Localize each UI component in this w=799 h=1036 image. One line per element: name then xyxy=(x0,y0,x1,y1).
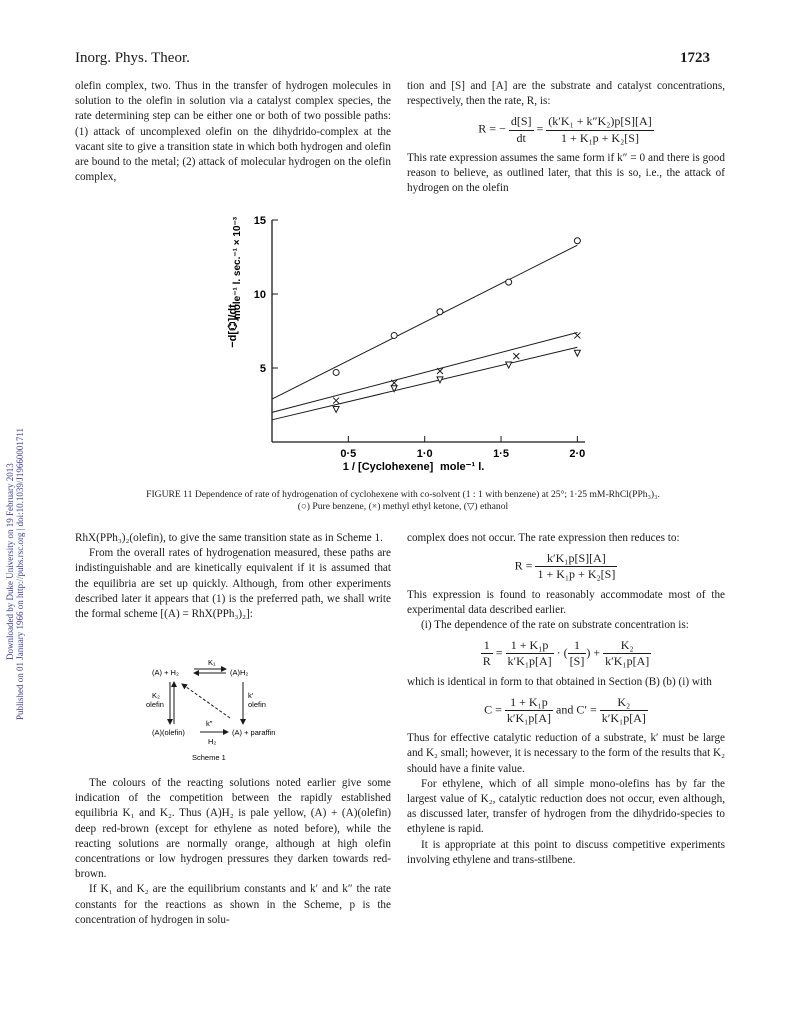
plot-area xyxy=(254,215,586,460)
journal-header: Inorg. Phys. Theor. xyxy=(75,50,190,66)
paragraph: which is identical in form to that obtained in Section (B) (b) (i) with xyxy=(407,675,712,688)
page-number: 1723 xyxy=(680,50,710,66)
scheme-h2: H₂ xyxy=(208,737,217,746)
paragraph: If K₁ and K₂ are the equilibrium constants and k′ and k″ the rate constants for the reactions as shown in the Scheme, p is the concentration of hydrogen in solu- xyxy=(75,883,391,926)
cross-point xyxy=(513,353,519,359)
dashed-arrow xyxy=(182,684,230,718)
figure-11-chart xyxy=(210,208,610,483)
circle-point xyxy=(333,369,339,375)
triangle-point xyxy=(506,362,512,368)
scheme-1 xyxy=(146,658,330,765)
x-tick-label: 1·5 xyxy=(493,448,509,460)
paragraph: olefin complex, two. Thus in the transfer of hydrogen molecules in solution to the olefin in solution via a catalyst complex species, the rate determining step can be either one or both of two possible paths: (1) attack of uncomplexed olefin on the dihydrido-complex at the vacant site to give a transition state in which both hydrogen and olefin are bound to the metal; (2) attack of molecular hydrogen on the olefin complex, xyxy=(75,80,391,184)
circle-point xyxy=(391,332,397,338)
fit-line xyxy=(272,245,577,399)
paragraph: The colours of the reacting solutions noted earlier give some indication of the competition between the rapidly established equilibria K₁ and K₂. Thus (A)H₂ is pale yellow, (A) + (A)(olefin) deep red-brown (except for ethylene as noted before), while the reacting solutions are normally orange, although at high olefin concentrations or low hydrogen pressures they darken towards red-brown. xyxy=(75,777,391,881)
paragraph: complex does not occur. The rate expression then reduces to: xyxy=(407,532,680,544)
triangle-point xyxy=(574,350,580,356)
paragraph: RhX(PPh₃)₂(olefin), to give the same transition state as in Scheme 1. xyxy=(75,532,383,544)
top-right-column xyxy=(407,79,725,196)
paragraph: It is appropriate at this point to discuss competitive experiments involving ethylene and trans-stilbene. xyxy=(407,838,725,866)
y-tick-label: 10 xyxy=(253,289,266,301)
scheme-a-olefin: (A)(olefin) xyxy=(152,728,185,737)
y-tick-label: 15 xyxy=(253,215,266,227)
caption-line-2: (○) Pure benzene, (×) methyl ethyl ketone, (▽) ethanol xyxy=(297,501,509,512)
publication-notice: Published on 01 January 1966 on http://pubs.rsc.org | doi:10.1039/J19660001711 xyxy=(15,427,25,720)
paragraph: Thus for effective catalytic reduction of a substrate, k′ must be large and K₂ small; however, it is necessary to the form of the results that K₂ should have a finite value. xyxy=(407,732,725,775)
download-sidebar xyxy=(2,200,25,720)
cross-point xyxy=(574,332,580,338)
scheme-title: Scheme 1 xyxy=(192,753,226,762)
figure-caption xyxy=(78,489,728,513)
scheme-k2: K₂ xyxy=(152,691,160,700)
paragraph: For ethylene, which of all simple mono-olefins has by far the largest value of K₂, catalytic reduction does not occur, even although, as discussed later, transfer of hydrogen from the dihydrido-species to ethylene is rapid. xyxy=(407,777,725,836)
caption-line-1: FIGURE 11 Dependence of rate of hydrogenation of cyclohexene with co-solvent (1 : 1 with benzene) at 25°; 1·25 mM-RhCl(PPh₃)₃. xyxy=(146,489,660,500)
y-axis-unit: mole⁻¹ l. sec.⁻¹ × 10⁻³ xyxy=(232,216,243,320)
scheme-olefin-right: olefin xyxy=(248,700,266,709)
scheme-ah2: (A)H₂ xyxy=(230,668,249,677)
circle-point xyxy=(437,309,443,315)
top-left-column xyxy=(75,79,391,185)
rate-equation-1: R = − $\frac{d[S]}{dt}$ = $\frac{\text{(k′K₁ + k″K₂)p[S][A]}}{\text{1 + K₁p + K₂[S]}}$ xyxy=(478,114,652,145)
scheme-kdprime: k″ xyxy=(206,719,213,728)
circle-point xyxy=(574,238,580,244)
constants-equation: C = $\frac{\text{1 + K₁p}}{\text{k′K₁p[A]}}$ and C′ = $\frac{\text{K₂}}{\text{k′K₁p[A]}}$ xyxy=(484,694,646,726)
x-tick-label: 2·0 xyxy=(569,448,586,460)
paragraph: From the overall rates of hydrogenation measured, these paths are indistinguishable and are kinetically equivalent if it is assumed that the equilibria are set up quickly. Although, from other experiments described later it appears that (1) is the preferred path, we shall write the formal scheme [(A) = RhX(PPh₃)₂]: xyxy=(75,547,391,621)
paragraph: This rate expression assumes the same form if k″ = 0 and there is good reason to believe, as outlined later, that this is so, i.e., the attack of hydrogen on the olefin xyxy=(407,151,725,195)
rate-equation-3: $\frac{1}{R}$ = $\frac{\text{1 + K₁p}}{\text{k′K₁p[A]}}$ · ( $\frac{1}{[S]}$ ) + $\frac{\text{K₂}}{\text{k′K₁p[A]}}$ xyxy=(482,638,650,669)
circle-point xyxy=(506,279,512,285)
x-axis-label: 1 / [Cyclohexene] xyxy=(342,461,434,473)
cross-point xyxy=(333,398,339,404)
fit-line xyxy=(272,332,577,412)
rate-equation-2: R = $\frac{\text{k′K₁p[S][A]}}{\text{1 + K₁p + K₂[S]}}$ xyxy=(514,551,616,582)
fit-line xyxy=(272,347,577,420)
download-notice: Downloaded by Duke University on 19 February 2013 xyxy=(5,463,15,660)
x-tick-label: 0·5 xyxy=(340,448,357,460)
paragraph: This expression is found to reasonably accommodate most of the experimental data described earlier. xyxy=(407,588,725,616)
mid-left-column xyxy=(75,531,391,622)
paragraph: (i) The dependence of the rate on substrate concentration is: xyxy=(421,619,689,632)
scheme-k1: K₁ xyxy=(208,658,216,667)
scheme-product: (A) + paraffin xyxy=(232,728,276,737)
mid-right-column xyxy=(407,531,725,868)
y-axis-label: −d[⌬]/dt xyxy=(227,304,239,348)
scheme-olefin-left: olefin xyxy=(146,700,164,709)
paragraph: tion and [S] and [A] are the substrate and catalyst concentrations, respectively, then the rate, R, is: xyxy=(407,80,725,108)
triangle-point xyxy=(333,406,339,412)
scheme-a-h2: (A) + H₂ xyxy=(152,668,179,677)
scheme-kprime: k′ xyxy=(248,691,254,700)
x-axis-unit: mole⁻¹ l. xyxy=(440,461,485,473)
x-tick-label: 1·0 xyxy=(416,448,433,460)
y-tick-label: 5 xyxy=(259,363,266,375)
bottom-left-column xyxy=(75,776,391,928)
